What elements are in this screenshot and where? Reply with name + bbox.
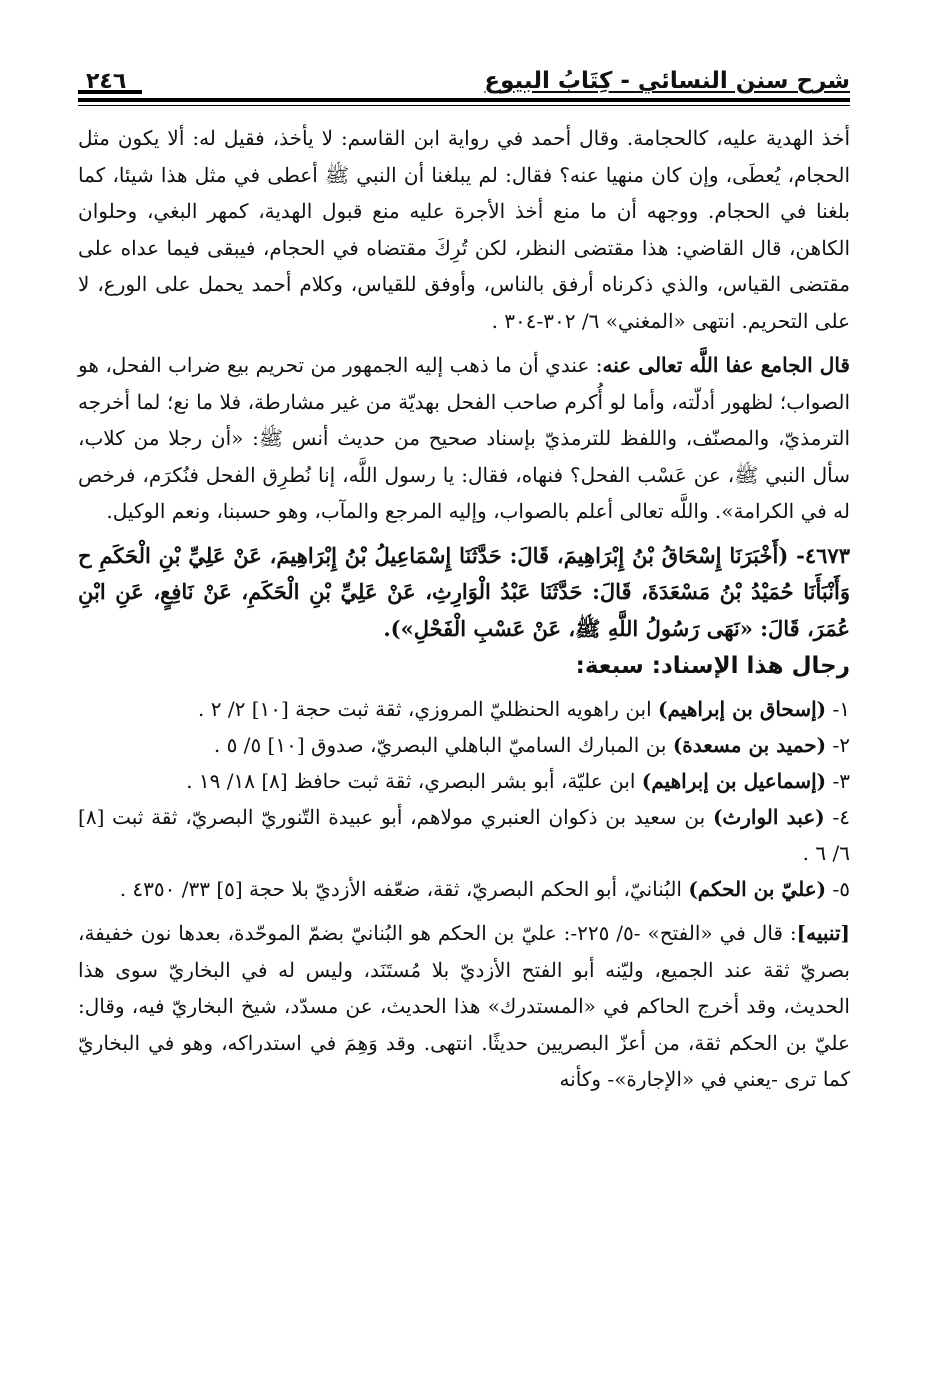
narrator-description: بن المبارك الساميّ الباهلي البصريّ، صدوق [١٠] ٥/ ٥ . [213, 733, 673, 757]
header-rule [78, 96, 850, 112]
narrator-number: ٣- [826, 769, 850, 793]
narrator-name: (عبد الوارث) [712, 805, 825, 829]
compiler-lead: قال الجامع عفا اللَّه تعالى عنه [602, 353, 850, 377]
narrator-description: بن سعيد بن ذكوان العنبري مولاهم، أبو عبيدة التّنوريّ البصريّ، ثقة ثبت [٨] ٦/ ٦ . [78, 805, 850, 865]
note-lead: [تنبيه] [796, 921, 850, 945]
narrator-item [78, 763, 850, 799]
narrator-item [78, 871, 850, 907]
page-number: ٢٤٦ [86, 69, 127, 94]
page-content [78, 120, 850, 1098]
narrator-description: ابن عليّة، أبو بشر البصري، ثقة ثبت حافظ [٨] ١٨/ ١٩ . [186, 769, 642, 793]
document-page [78, 56, 850, 1106]
compiler-text: : عندي أن ما ذهب إليه الجمهور من تحريم بيع ضراب الفحل، هو الصواب؛ لظهور أدلّته، وأما لو أُكرم صاحب الفحل بهديّة من غير مشارطة، فلا ما نع؛ لما أخرجه الترمذيّ، والمصنّف، واللفظ للترمذيّ بإسناد صحيح من حديث أنس ﷺ: «أن رجلا من كلاب، سأل النبي ﷺ، عن عَسْب الفحل؟ فنهاه، فقال: يا رسول اللَّه، إنا نُطرِق الفحل فنُكرَم، فرخص له في الكرامة». واللَّه تعالى أعلم بالصواب، وإليه المرجع والمآب، وهو حسبنا، ونعم الوكيل. [78, 353, 850, 523]
paragraph-compiler-opinion [78, 347, 850, 530]
header-rule-thin [78, 105, 850, 106]
narrator-name: (حميد بن مسعدة) [672, 733, 827, 757]
narrator-name: (عليّ بن الحكم) [688, 877, 827, 901]
page-header [78, 56, 850, 96]
narrator-name: (إسماعيل بن إبراهيم) [641, 769, 827, 793]
header-rule-thick [78, 98, 850, 102]
narrator-number: ١- [826, 697, 850, 721]
note-text: : قال في «الفتح» -٥/ ٢٢٥-: عليّ بن الحكم هو البُنانيّ بضمّ الموحّدة، بعدها نون خفيفة، بصريّ ثقة عند الجميع، وليّنه أبو الفتح الأزديّ بلا مُستَنَد، وليس له في البخاريّ سوى هذا الحديث، وقد أخرج الحاكم في «المستدرك» هذا الحديث، عن مسدّد، شيخ البخاريّ فيه، وقال: عليّ بن الحكم ثقة، من أعزّ البصريين حديثًا. انتهى. وقد وَهِمَ في استدراكه، وهو في البخاريّ كما ترى -يعني في «الإجارة»- وكأنه [78, 921, 850, 1091]
narrators-heading: رجال هذا الإسناد: سبعة: [575, 653, 850, 679]
narrator-description: البُنانيّ، أبو الحكم البصريّ، ثقة، ضعّفه الأزديّ بلا حجة [٥] ٣٣/ ٤٣٥٠ . [119, 877, 689, 901]
narrator-name: (إسحاق بن إبراهيم) [658, 697, 827, 721]
header-rule-tail [78, 90, 142, 94]
narrator-item [78, 799, 850, 871]
running-title: شرح سنن النسائي - كِتَابُ البيوع [484, 68, 850, 94]
hadith-text: ٤٦٧٣- (أَخْبَرَنَا إِسْحَاقُ بْنُ إِبْرَاهِيمَ، قَالَ: حَدَّثَنَا إِسْمَاعِيلُ بْنُ إِبْرَاهِيمَ، عَنْ عَلِيِّ بْنِ الْحَكَمِ ح وَأَنْبَأَنَا حُمَيْدُ بْنُ مَسْعَدَةَ، قَالَ: حَدَّثَنَا عَبْدُ الْوَارِثِ، عَنْ عَلِيِّ بْنِ الْحَكَمِ، عَنْ نَافِعٍ، عَنِ ابْنِ عُمَرَ، قَالَ: «نَهَى رَسُولُ اللَّهِ ﷺ، عَنْ عَسْبِ الْفَحْلِ»). [78, 542, 850, 641]
narrator-number: ٤- [824, 805, 850, 829]
paragraph-note [78, 915, 850, 1098]
narrator-item [78, 691, 850, 727]
narrator-description: ابن راهويه الحنظليّ المروزي، ثقة ثبت حجة [١٠] ٢/ ٢ . [198, 697, 659, 721]
narrator-item [78, 727, 850, 763]
narrator-number: ٢- [826, 733, 850, 757]
paragraph-mughni-quote: أخذ الهدية عليه، كالحجامة. وقال أحمد في رواية ابن القاسم: لا يأخذ، فقيل له: ألا يكون مثل الحجام، يُعطَى، وإن كان منهيا عنه؟ فقال: لم يبلغنا أن النبي ﷺ أعطى في مثل هذا شيئا، كما بلغنا في الحجام. ووجهه أن ما منع أخذ الأجرة عليه منع قبول الهدية، كمهر البغي، وحلوان الكاهن، قال القاضي: هذا مقتضى النظر، لكن تُرِكَ مقتضاه في الحجام، فيبقى فيما عداه على مقتضى القياس، والذي ذكرناه أرفق بالناس، وأوفق للقياس، وكلام أحمد يحمل على الورع، لا على التحريم. انتهى «المغني» ٦/ ٣٠٢-٣٠٤ . [78, 126, 850, 333]
narrator-number: ٥- [826, 877, 850, 901]
